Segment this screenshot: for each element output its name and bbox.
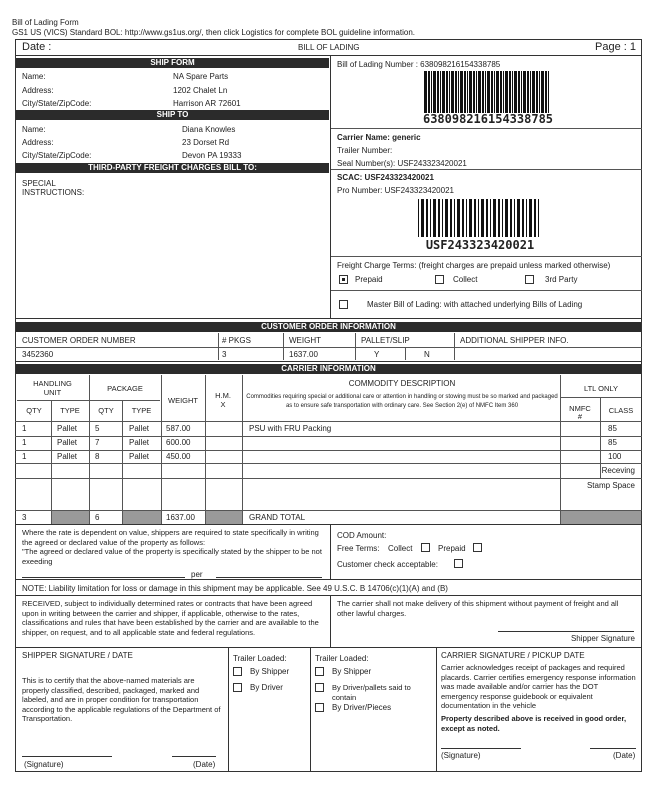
- collect-label: Collect: [453, 275, 478, 284]
- counted-by-shipper-label: By Shipper: [332, 667, 372, 676]
- declared-value-text: Where the rate is dependent on value, shippers are required to state specifically in writing the agreed or declared value of the property as follows:: [22, 528, 319, 547]
- loaded-by-shipper-label: By Shipper: [250, 667, 290, 676]
- freight-counted-label: Trailer Loaded:: [315, 654, 369, 663]
- col-pallet-slip: PALLET/SLIP: [361, 336, 410, 345]
- row-weight: 587.00: [166, 424, 191, 433]
- weight-header: WEIGHT: [168, 396, 198, 405]
- cod-prepaid-checkbox[interactable]: [473, 543, 482, 552]
- total-pkg: 6: [95, 513, 100, 522]
- master-bol-label: Master Bill of Lading: with attached underlying Bills of Lading: [367, 300, 583, 309]
- gray-cell-pkg-type: [123, 511, 161, 524]
- row-class: 100: [608, 452, 622, 461]
- pkg-qty-label: QTY: [98, 406, 114, 415]
- ship-from-header: SHIP FORM: [16, 58, 329, 68]
- third-party-header: THIRD-PARTY FREIGHT CHARGES BILL TO:: [16, 163, 329, 173]
- cod-amount-label: COD Amount:: [337, 531, 387, 540]
- pro-barcode: [418, 199, 542, 237]
- receiving-label: Receving: [601, 466, 635, 475]
- customer-check-label: Customer check acceptable:: [337, 560, 438, 569]
- counted-by-driver-pallets-checkbox[interactable]: [315, 683, 324, 692]
- pkg-type-label: TYPE: [131, 406, 152, 415]
- shipper-signature-line-label: (Signature): [24, 760, 64, 769]
- row-pkg-qty: 8: [95, 452, 100, 461]
- row-class: 85: [608, 438, 617, 447]
- trailer-number: Trailer Number:: [337, 146, 393, 155]
- ship-from-address: 1202 Chalet Ln: [173, 86, 228, 95]
- nmfc-label-1: NMFC: [569, 404, 591, 413]
- date-label: Date :: [22, 41, 52, 53]
- carrier-acknowledgement-text: Carrier acknowledges receipt of packages and required placards. Carrier certifies emergency response information was made available and/or carrier has the DOT emergency response guidebook or equivalent documentation in the vehicle: [441, 663, 636, 710]
- prepaid-checkbox[interactable]: [339, 275, 348, 284]
- order-weight: 1637.00: [289, 350, 318, 359]
- col-weight: WEIGHT: [289, 336, 321, 345]
- ship-to-address-label: Address:: [22, 138, 54, 147]
- counted-by-shipper-checkbox[interactable]: [315, 667, 324, 676]
- declared-value-quote: "The agreed or declared value of the property is specifically stated by the shipper to be not exeeding: [22, 547, 322, 566]
- ship-to-city-label: City/State/ZipCode:: [22, 151, 92, 160]
- handling-unit-label-1: HANDLING: [33, 379, 72, 388]
- cod-collect-checkbox[interactable]: [421, 543, 430, 552]
- order-number: 3452360: [22, 350, 54, 359]
- cod-collect-label: Collect: [388, 544, 413, 553]
- carrier-received-statement: Property described above is received in good order, except as noted.: [441, 714, 627, 733]
- nmfc-label-2: #: [577, 412, 583, 421]
- ship-from-city-label: City/State/ZipCode:: [22, 99, 92, 108]
- loaded-by-shipper-checkbox[interactable]: [233, 667, 242, 676]
- ship-from-name: NA Spare Parts: [173, 72, 229, 81]
- row-weight: 600.00: [166, 438, 191, 447]
- bol-barcode-text: 638098216154338785: [422, 112, 554, 126]
- pallet-no: N: [424, 350, 430, 359]
- counted-by-driver-pieces-checkbox[interactable]: [315, 703, 324, 712]
- carrier-delivery-note: The carrier shall not make delivery of this shipment without payment of freight and all other lawful charges.: [337, 599, 619, 618]
- row-hu-type: Pallet: [57, 452, 78, 461]
- pro-barcode-text: USF243323420021: [425, 238, 535, 252]
- ship-to-name-label: Name:: [22, 125, 46, 134]
- row-class: 85: [608, 424, 617, 433]
- form-title: Bill of Lading Form: [12, 18, 79, 27]
- row-hu-qty: 1: [22, 424, 27, 433]
- third-party-label: 3rd Party: [545, 275, 578, 284]
- row-weight: 450.00: [166, 452, 191, 461]
- shipper-signature-label: Shipper Signature: [570, 634, 635, 643]
- col-order-number: CUSTOMER ORDER NUMBER: [22, 336, 136, 345]
- grand-total-label: GRAND TOTAL: [249, 513, 306, 522]
- stamp-space-label: Stamp Space: [586, 481, 635, 490]
- hu-qty-label: QTY: [26, 406, 42, 415]
- ship-to-city: Devon PA 19333: [182, 151, 242, 160]
- seal-number: Seal Number(s): USF243323420021: [337, 159, 467, 168]
- pro-number: Pro Number: USF243323420021: [337, 186, 454, 195]
- hm-label-1: H.M.: [215, 391, 231, 400]
- carrier-date-line-label: (Date): [613, 751, 636, 760]
- loaded-by-driver-label: By Driver: [250, 683, 283, 692]
- special-label-1: SPECIAL: [22, 179, 56, 188]
- prepaid-label: Prepaid: [355, 275, 383, 284]
- ship-to-name: Diana Knowles: [182, 125, 236, 134]
- handling-unit-label-2: UNIT: [43, 388, 62, 397]
- gray-cell-ltl: [561, 511, 641, 524]
- col-pkgs: # PKGS: [222, 336, 251, 345]
- freight-charge-terms: Freight Charge Terms: (freight charges are prepaid unless marked otherwise): [337, 261, 611, 270]
- collect-checkbox[interactable]: [435, 275, 444, 284]
- fee-terms-label: Free Terms:: [337, 544, 380, 553]
- ship-to-address: 23 Dorset Rd: [182, 138, 230, 147]
- total-hu: 3: [22, 513, 27, 522]
- row-hu-qty: 1: [22, 438, 27, 447]
- ship-from-city: Harrison AR 72601: [173, 99, 241, 108]
- gray-cell-hu-type: [52, 511, 89, 524]
- commodity-description-header: COMMODITY DESCRIPTION: [348, 379, 456, 388]
- form-subtitle: GS1 US (VICS) Standard BOL: http://www.gs1us.org/, then click Logistics for complete BOL guideline information.: [12, 28, 415, 37]
- carrier-signature-line-label: (Signature): [441, 751, 481, 760]
- class-label: CLASS: [608, 406, 634, 415]
- shipper-certification-text: This is to certify that the above-named materials are properly classified, described, packaged, marked and labeled, and are in proper condition for transportation according to the applicable regulations of the Department of Transportation.: [22, 676, 221, 723]
- ship-from-address-label: Address:: [22, 86, 54, 95]
- ship-to-header: SHIP TO: [16, 110, 329, 120]
- scac: SCAC: USF243323420021: [337, 173, 434, 182]
- order-pkgs: 3: [222, 350, 227, 359]
- commodity-note: Commodities requiring special or additional care or attention in handling or stowing must be so marked and packaged as to ensure safe transportation with ordinary care. See Section 2(e) of NMFC Item 360: [246, 394, 558, 409]
- carrier-info-header: CARRIER INFORMATION: [16, 364, 641, 374]
- master-bol-checkbox[interactable]: [339, 300, 348, 309]
- gray-cell-hm: [206, 511, 242, 524]
- doc-title: BILL OF LADING: [298, 43, 360, 52]
- row-pkg-type: Pallet: [129, 452, 150, 461]
- shipper-signature-title: SHIPPER SIGNATURE / DATE: [22, 651, 133, 660]
- carrier-signature-title: CARRIER SIGNATURE / PICKUP DATE: [441, 651, 585, 660]
- package-label: PACKAGE: [107, 384, 143, 393]
- received-text: RECEIVED, subject to individually determined rates or contracts that have been agreed upon in writing between the carrier and shipper, if applicable, otherwise to the rates, classifications and rules that have been established by the carrier and are available to the shipper, on request, and to all applicable state and federal regulations.: [22, 599, 319, 637]
- liability-note: NOTE: Liability limitation for loss or damage in this shipment may be applicable. See 49 U.S.C. B 14706(c)(1)(A) and (B): [22, 584, 448, 593]
- row-hu-type: Pallet: [57, 424, 78, 433]
- ship-from-name-label: Name:: [22, 72, 46, 81]
- counted-by-driver-pieces-label: By Driver/Pieces: [332, 703, 392, 712]
- customer-check-checkbox[interactable]: [454, 559, 463, 568]
- row-pkg-type: Pallet: [129, 424, 150, 433]
- per-label: per: [191, 570, 203, 579]
- row-hu-qty: 1: [22, 452, 27, 461]
- special-label-2: INSTRUCTIONS:: [22, 188, 85, 197]
- customer-order-header: CUSTOMER ORDER INFORMATION: [16, 322, 641, 332]
- ltl-only-label: LTL ONLY: [583, 384, 619, 393]
- trailer-loaded-label: Trailer Loaded:: [233, 654, 287, 663]
- pallet-yes: Y: [374, 350, 380, 359]
- third-party-checkbox[interactable]: [525, 275, 534, 284]
- row-hu-type: Pallet: [57, 438, 78, 447]
- page-number: Page : 1: [595, 41, 636, 53]
- row-description: PSU with FRU Packing: [249, 424, 332, 433]
- loaded-by-driver-checkbox[interactable]: [233, 683, 242, 692]
- total-weight: 1637.00: [166, 513, 195, 522]
- counted-by-driver-pallets-label: By Driver/pallets said to contain: [332, 683, 411, 702]
- carrier-name: Carrier Name: generic: [337, 133, 421, 142]
- bol-barcode: [424, 71, 552, 113]
- row-pkg-type: Pallet: [129, 438, 150, 447]
- col-additional-info: ADDITIONAL SHIPPER INFO.: [460, 336, 569, 345]
- cod-prepaid-label: Prepaid: [438, 544, 466, 553]
- row-pkg-qty: 5: [95, 424, 100, 433]
- shipper-date-line-label: (Date): [193, 760, 216, 769]
- bol-number-label: Bill of Lading Number : 638098216154338785: [337, 60, 501, 69]
- row-pkg-qty: 7: [95, 438, 100, 447]
- hm-label-2: X: [220, 400, 226, 409]
- hu-type-label: TYPE: [60, 406, 80, 415]
